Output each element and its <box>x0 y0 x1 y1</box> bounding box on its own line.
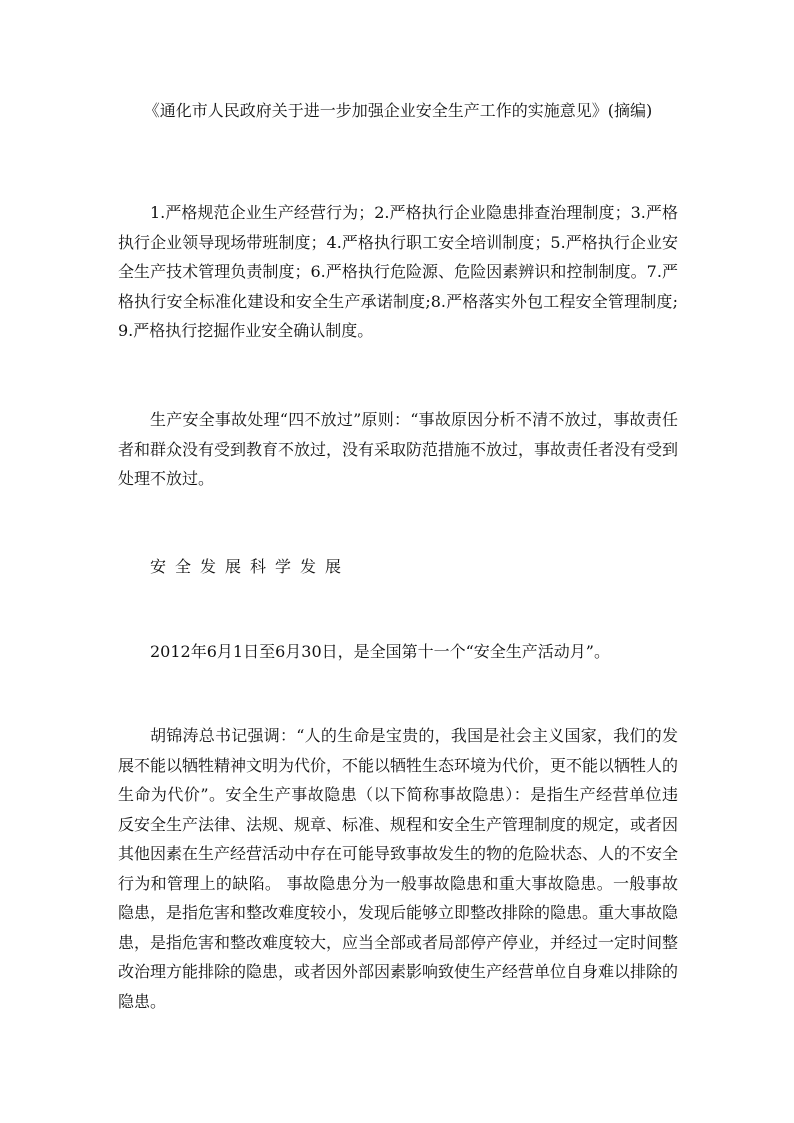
paragraph-hidden-danger-definition: 胡锦涛总书记强调：“人的生命是宝贵的，我国是社会主义国家，我们的发展不能以牺牲精神文明为代价，不能以牺牲生态环境为代价，更不能以牺牲人的生命为代价”。安全生产事故隐患（以下简称事故隐患）：是指生产经营单位违反安全生产法律、法规、规章、标准、规程和安全生产管理制度的规定，或者因其他因素在生产经营活动中存在可能导致事故发生的物的危险状态、人的不安全行为和管理上的缺陷。 事故隐患分为一般事故隐患和重大事故隐患。一般事故隐患，是指危害和整改难度较小，发现后能够立即整改排除的隐患。重大事故隐患，是指危害和整改难度较大，应当全部或者局部停产停业，并经过一定时间整改治理方能排除的隐患，或者因外部因素影响致使生产经营单位自身难以排除的隐患。 <box>118 726 679 1011</box>
document-title: 《通化市人民政府关于进一步加强企业安全生产工作的实施意见》(摘编) <box>143 101 653 120</box>
paragraph-safety-month: 2012年6月1日至6月30日，是全国第十一个“安全生产活动月”。 <box>150 642 610 661</box>
paragraph-four-not-let-go-principle: 生产安全事故处理“四不放过”原则：“事故原因分析不清不放过，事故责任者和群众没有受到教育不放过，没有采取防范措施不放过，事故责任者没有受到处理不放过。 <box>118 410 679 488</box>
paragraph-slogan: 安全发展科学发展 <box>150 557 351 576</box>
paragraph-safety-measures: 1.严格规范企业生产经营行为；2.严格执行企业隐患排查治理制度；3.严格执行企业领导现场带班制度；4.严格执行职工安全培训制度；5.严格执行企业安全生产技术管理负责制度；6.严格执行危险源、危险因素辨识和控制制度。7.严格执行安全标准化建设和安全生产承诺制度;8.严格落实外包工程安全管理制度;9.严格执行挖掘作业安全确认制度。 <box>118 203 678 340</box>
